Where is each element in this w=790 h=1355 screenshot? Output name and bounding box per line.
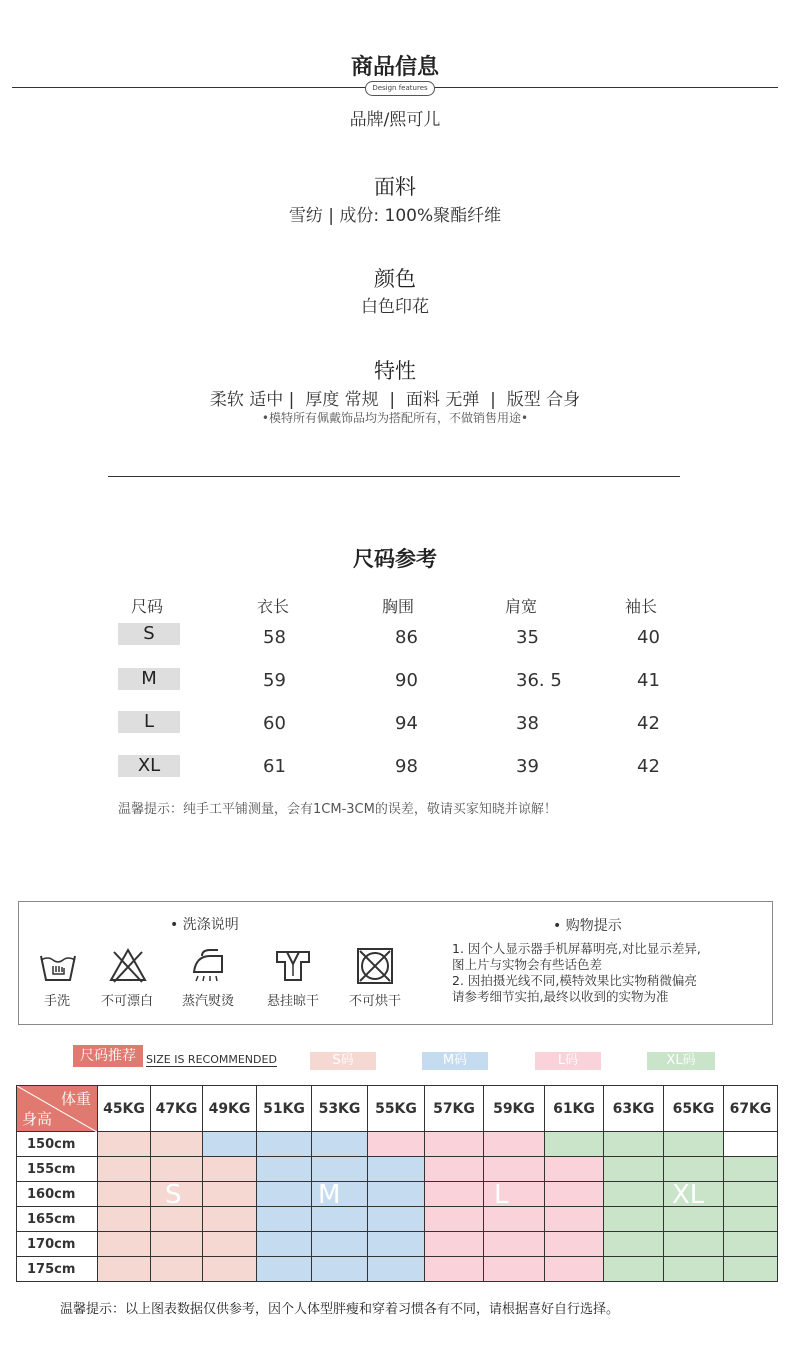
size-label-xl: XL <box>118 755 180 777</box>
height-row <box>17 1257 778 1282</box>
size-zone-cell <box>98 1157 151 1182</box>
size-zone-cell <box>203 1182 257 1207</box>
weight-header-cell: 55KG <box>368 1086 425 1132</box>
fabric-title: 面料 <box>374 175 416 199</box>
size-zone-cell <box>312 1257 368 1282</box>
size-zone-cell <box>545 1132 604 1157</box>
size-zone-cell <box>484 1257 545 1282</box>
legend-l: L码 <box>535 1052 601 1070</box>
height-header-cell: 175cm <box>17 1257 98 1282</box>
corner-cell <box>17 1086 98 1132</box>
size-m-chest: 90 <box>395 670 418 691</box>
size-zone-cell <box>151 1232 203 1257</box>
size-zone-cell <box>425 1157 484 1182</box>
size-l-shoulder: 38 <box>516 713 539 734</box>
col-header-size: 尺码 <box>131 597 164 616</box>
size-zone-cell <box>368 1182 425 1207</box>
shop-tips-title: • 购物提示 <box>553 918 622 934</box>
size-recommend-table <box>16 1085 778 1282</box>
steam-iron-icon <box>188 946 228 986</box>
size-xl-chest: 98 <box>395 756 418 777</box>
legend-s: S码 <box>310 1052 376 1070</box>
size-ref-tip: 温馨提示：纯手工平铺测量，会有1CM-3CM的误差，敬请买家知晓并谅解！ <box>118 802 557 817</box>
size-label-m: M <box>118 668 180 690</box>
height-header-cell: 150cm <box>17 1132 98 1157</box>
legend-m: M码 <box>422 1052 488 1070</box>
size-xl-length: 61 <box>263 756 286 777</box>
shop-tip-line: 图上片与实物会有些话色差 <box>452 957 603 972</box>
size-zone-cell <box>484 1132 545 1157</box>
col-header-length: 衣长 <box>257 597 290 616</box>
corner-height-label: 身高 <box>22 1110 53 1128</box>
size-zone-cell <box>98 1207 151 1232</box>
size-zone-cell <box>151 1257 203 1282</box>
weight-header-cell: 61KG <box>545 1086 604 1132</box>
size-ref-title: 尺码参考 <box>353 547 437 571</box>
size-zone-cell <box>484 1232 545 1257</box>
recommend-title: 尺码推荐 <box>73 1045 143 1067</box>
shop-tips-text <box>452 941 701 1005</box>
shop-tip-line: 2. 因拍摄光线不同,模特效果比实物稍微偏亮 <box>452 973 697 988</box>
features-text: 柔软 适中 | 厚度 常规 | 面料 无弹 | 版型 合身 <box>209 390 581 410</box>
size-zone-cell <box>484 1207 545 1232</box>
size-zone-cell <box>257 1182 312 1207</box>
size-zone-cell <box>545 1182 604 1207</box>
size-zone-cell <box>425 1182 484 1207</box>
size-zone-cell <box>98 1232 151 1257</box>
size-s-length: 58 <box>263 627 286 648</box>
size-zone-cell <box>664 1257 724 1282</box>
size-l-chest: 94 <box>395 713 418 734</box>
size-m-sleeve: 41 <box>637 670 660 691</box>
zone-label-xl: XL <box>672 1180 705 1210</box>
size-zone-cell <box>545 1207 604 1232</box>
hang-dry-label: 悬挂晾干 <box>266 994 319 1009</box>
size-zone-cell <box>257 1157 312 1182</box>
corner-weight-label: 体重 <box>60 1090 91 1108</box>
size-zone-cell <box>203 1157 257 1182</box>
size-zone-cell <box>604 1182 664 1207</box>
size-zone-cell <box>368 1232 425 1257</box>
size-zone-cell <box>151 1207 203 1232</box>
shop-tip-line: 1. 因个人显示器手机屏幕明亮,对比显示差异, <box>452 941 701 956</box>
size-zone-cell <box>484 1182 545 1207</box>
fabric-text: 雪纺 | 成份: 100%聚酯纤维 <box>288 206 502 226</box>
legend-xl: XL码 <box>647 1052 715 1070</box>
no-tumble-dry-icon <box>355 946 395 986</box>
size-m-length: 59 <box>263 670 286 691</box>
height-row <box>17 1182 778 1207</box>
size-zone-cell <box>484 1157 545 1182</box>
zone-label-s: S <box>165 1180 182 1210</box>
size-zone-cell <box>151 1157 203 1182</box>
size-zone-cell <box>312 1157 368 1182</box>
size-zone-cell <box>724 1157 778 1182</box>
recommend-subtitle: SIZE IS RECOMMENDED <box>146 1053 277 1066</box>
col-header-chest: 胸围 <box>382 597 415 616</box>
section-divider <box>108 476 680 477</box>
size-zone-cell <box>257 1207 312 1232</box>
no-bleach-label: 不可漂白 <box>100 994 153 1009</box>
weight-header-cell: 63KG <box>604 1086 664 1132</box>
no-tumble-dry-label: 不可烘干 <box>348 994 401 1009</box>
size-zone-cell <box>203 1232 257 1257</box>
size-zone-cell <box>151 1132 203 1157</box>
size-s-sleeve: 40 <box>637 627 660 648</box>
size-zone-cell <box>664 1207 724 1232</box>
size-l-sleeve: 42 <box>637 713 660 734</box>
weight-header-cell: 53KG <box>312 1086 368 1132</box>
size-s-chest: 86 <box>395 627 418 648</box>
size-zone-cell <box>724 1207 778 1232</box>
height-header-cell: 155cm <box>17 1157 98 1182</box>
weight-header-cell: 67KG <box>724 1086 778 1132</box>
weight-header-row <box>17 1086 778 1132</box>
shop-tip-line: 请参考细节实拍,最终以收到的实物为准 <box>452 989 669 1004</box>
size-zone-cell <box>368 1132 425 1157</box>
features-note: •模特所有佩戴饰品均为搭配所有，不做销售用途• <box>261 411 529 425</box>
size-zone-cell <box>312 1232 368 1257</box>
height-row <box>17 1207 778 1232</box>
height-row <box>17 1232 778 1257</box>
no-bleach-icon <box>108 946 148 986</box>
hang-dry-icon <box>273 946 313 986</box>
size-zone-cell <box>604 1232 664 1257</box>
weight-header-cell: 65KG <box>664 1086 724 1132</box>
size-zone-cell <box>724 1182 778 1207</box>
size-zone-cell <box>203 1132 257 1157</box>
height-header-cell: 165cm <box>17 1207 98 1232</box>
size-s-shoulder: 35 <box>516 627 539 648</box>
zone-label-m: M <box>318 1180 341 1210</box>
size-zone-cell <box>425 1132 484 1157</box>
product-info-title: 商品信息 <box>350 55 439 80</box>
size-zone-cell <box>368 1157 425 1182</box>
size-zone-cell <box>98 1132 151 1157</box>
size-zone-cell <box>724 1232 778 1257</box>
size-zone-cell <box>98 1182 151 1207</box>
size-label-s: S <box>118 623 180 645</box>
weight-header-cell: 47KG <box>151 1086 203 1132</box>
size-zone-cell <box>257 1232 312 1257</box>
hand-wash-icon <box>38 946 78 986</box>
size-l-length: 60 <box>263 713 286 734</box>
size-zone-cell <box>312 1207 368 1232</box>
height-header-cell: 170cm <box>17 1232 98 1257</box>
color-text: 白色印花 <box>361 297 429 317</box>
size-xl-sleeve: 42 <box>637 756 660 777</box>
size-zone-cell <box>545 1257 604 1282</box>
hand-wash-label: 手洗 <box>43 994 70 1009</box>
size-zone-cell <box>368 1257 425 1282</box>
color-title: 颜色 <box>374 267 416 291</box>
features-title: 特性 <box>374 359 416 383</box>
size-zone-cell <box>425 1232 484 1257</box>
height-header-cell: 160cm <box>17 1182 98 1207</box>
weight-header-cell: 45KG <box>98 1086 151 1132</box>
size-zone-cell <box>98 1257 151 1282</box>
steam-iron-label: 蒸汽熨烫 <box>181 994 234 1009</box>
size-zone-cell <box>724 1132 778 1157</box>
size-zone-cell <box>604 1157 664 1182</box>
size-zone-cell <box>257 1257 312 1282</box>
weight-header-cell: 51KG <box>257 1086 312 1132</box>
wash-title: • 洗涤说明 <box>170 917 239 933</box>
height-row <box>17 1157 778 1182</box>
weight-header-cell: 49KG <box>203 1086 257 1132</box>
size-zone-cell <box>664 1132 724 1157</box>
col-header-shoulder: 肩宽 <box>505 597 538 616</box>
size-zone-cell <box>545 1232 604 1257</box>
size-zone-cell <box>368 1207 425 1232</box>
weight-header-cell: 57KG <box>425 1086 484 1132</box>
size-zone-cell <box>425 1257 484 1282</box>
weight-header-cell: 59KG <box>484 1086 545 1132</box>
height-row <box>17 1132 778 1157</box>
size-zone-cell <box>604 1257 664 1282</box>
size-zone-cell <box>545 1157 604 1182</box>
size-zone-cell <box>604 1207 664 1232</box>
size-zone-cell <box>203 1257 257 1282</box>
recommend-tip: 温馨提示：以上图表数据仅供参考，因个人体型胖瘦和穿着习惯各有不同，请根据喜好自行选择。 <box>60 1302 620 1317</box>
design-features-badge: Design features <box>365 81 435 96</box>
size-label-l: L <box>118 711 180 733</box>
size-zone-cell <box>425 1207 484 1232</box>
brand-text: 品牌/熙可儿 <box>349 110 441 130</box>
col-header-sleeve: 袖长 <box>625 597 658 616</box>
size-zone-cell <box>257 1132 312 1157</box>
size-m-shoulder: 36. 5 <box>516 670 562 691</box>
size-zone-cell <box>724 1257 778 1282</box>
size-xl-shoulder: 39 <box>516 756 539 777</box>
size-zone-cell <box>312 1132 368 1157</box>
zone-label-l: L <box>494 1180 509 1210</box>
size-zone-cell <box>203 1207 257 1232</box>
size-zone-cell <box>664 1157 724 1182</box>
size-zone-cell <box>604 1132 664 1157</box>
size-zone-cell <box>664 1232 724 1257</box>
